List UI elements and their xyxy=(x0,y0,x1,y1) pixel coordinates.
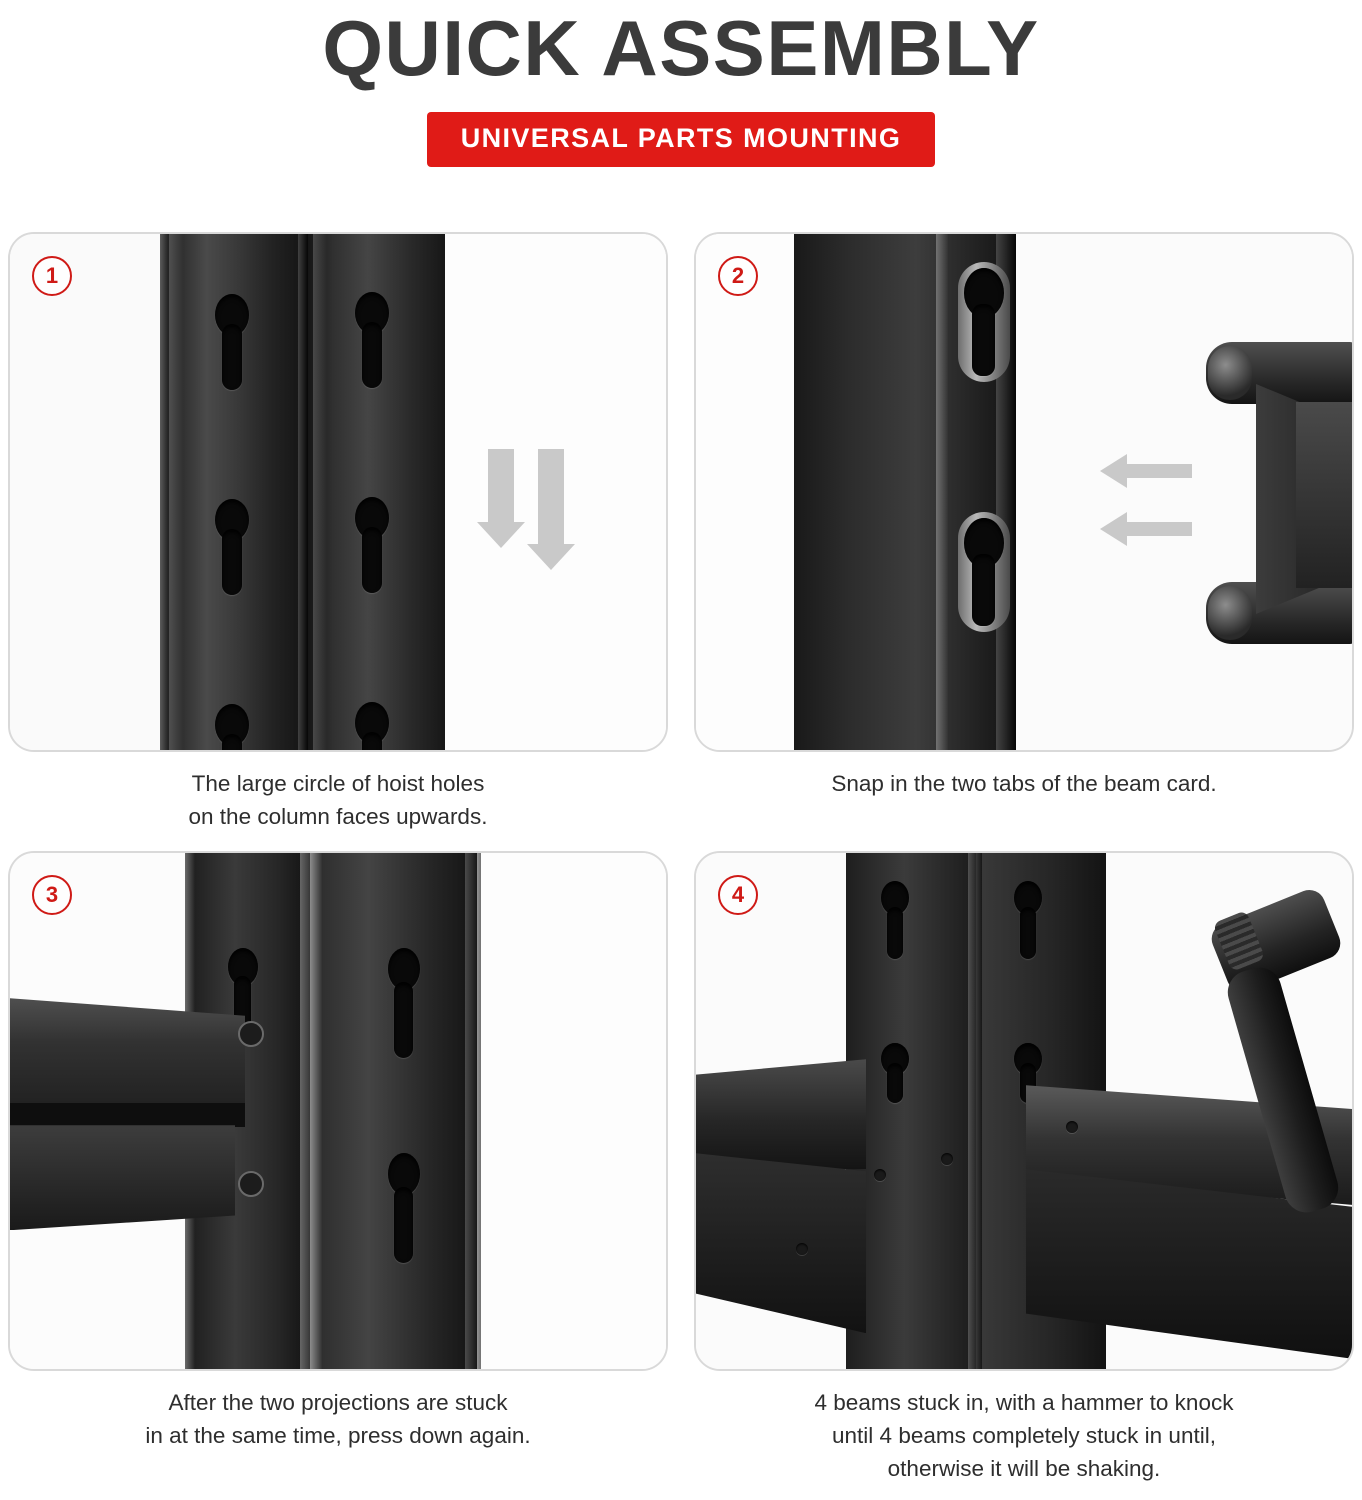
step-4 xyxy=(694,851,1354,1485)
step-3-image xyxy=(8,851,668,1371)
step-2 xyxy=(694,232,1354,833)
caption-line: The large circle of hoist holes xyxy=(191,771,485,796)
caption-line: Snap in the two tabs of the beam card. xyxy=(831,771,1217,796)
steps-grid xyxy=(8,232,1354,1485)
hoist-hole xyxy=(388,1153,420,1263)
caption-line: until 4 beams completely stuck in until, xyxy=(832,1422,1216,1448)
step-badge: 4 xyxy=(718,875,758,915)
hoist-hole xyxy=(355,497,389,593)
step-2-image xyxy=(694,232,1354,752)
caption-line: in at the same time, press down again. xyxy=(145,1422,531,1448)
white-panel xyxy=(696,234,794,752)
arrow-down-icon xyxy=(538,449,564,546)
step-badge: 2 xyxy=(718,256,758,296)
caption-line: 4 beams stuck in, with a hammer to knock xyxy=(814,1390,1234,1416)
beam-flange xyxy=(1296,402,1354,588)
arrow-left-icon xyxy=(1126,522,1192,536)
subtitle-banner-wrap xyxy=(0,112,1362,167)
hoist-hole xyxy=(355,292,389,388)
header xyxy=(0,0,1362,167)
step-1 xyxy=(8,232,668,833)
beam-tab-bottom-end xyxy=(1208,586,1252,640)
step-2-caption xyxy=(694,768,1354,801)
column-edge-highlight xyxy=(160,234,168,752)
beam-tab-top-end xyxy=(1208,346,1252,400)
hoist-hole xyxy=(215,499,249,595)
step-badge: 3 xyxy=(32,875,72,915)
column-edge-highlight xyxy=(936,234,948,752)
step-3 xyxy=(8,851,668,1485)
column-groove xyxy=(298,234,308,752)
step-3-caption xyxy=(8,1387,668,1452)
step-1-image xyxy=(8,232,668,752)
hoist-hole xyxy=(1014,881,1042,959)
page-title: QUICK ASSEMBLY xyxy=(322,4,1040,92)
step-4-image xyxy=(694,851,1354,1371)
arrow-left-icon xyxy=(1126,464,1192,478)
beam-left xyxy=(696,1059,866,1169)
beam-shadow xyxy=(10,1103,245,1127)
hoist-hole xyxy=(355,702,389,752)
column-groove xyxy=(968,853,982,1371)
column-right-edge xyxy=(465,853,481,1371)
column-right xyxy=(322,853,477,1371)
hoist-hole xyxy=(964,268,1004,376)
hoist-hole xyxy=(215,704,249,752)
arrow-down-icon xyxy=(488,449,514,524)
caption-line: otherwise it will be shaking. xyxy=(887,1455,1161,1481)
step-badge: 1 xyxy=(32,256,72,296)
step-1-caption xyxy=(8,768,668,833)
hoist-hole xyxy=(881,1043,909,1103)
white-panel xyxy=(481,853,668,1371)
hoist-hole xyxy=(881,881,909,959)
beam-lower-flange xyxy=(10,1125,235,1230)
hoist-hole xyxy=(215,294,249,390)
caption-line: After the two projections are stuck xyxy=(168,1390,508,1416)
step-4-caption xyxy=(694,1387,1354,1485)
hoist-hole xyxy=(388,948,420,1058)
hoist-hole xyxy=(964,518,1004,626)
column-groove xyxy=(300,853,322,1371)
caption-line: on the column faces upwards. xyxy=(188,803,488,829)
subtitle-banner: UNIVERSAL PARTS MOUNTING xyxy=(427,112,936,167)
